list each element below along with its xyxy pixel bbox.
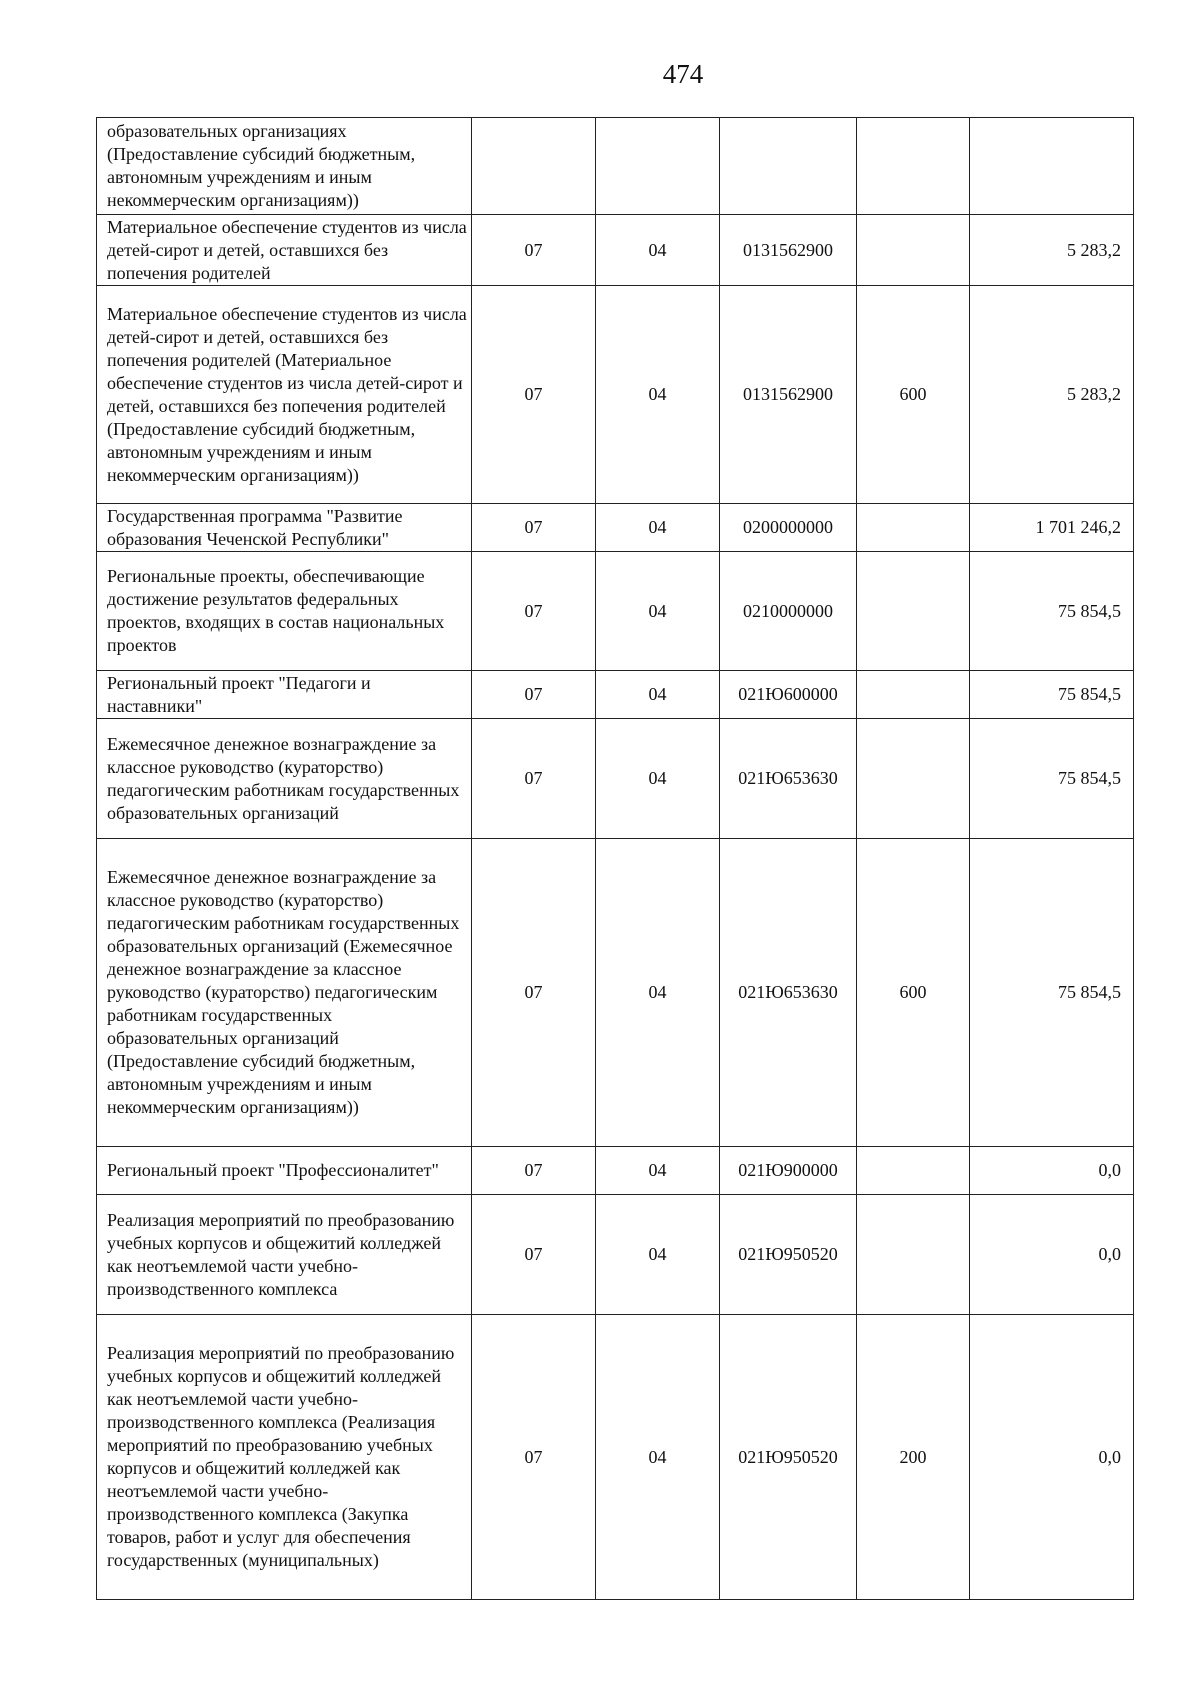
table-row bbox=[97, 552, 1134, 671]
row-subsection: 04 bbox=[596, 504, 720, 552]
row-section: 07 bbox=[472, 671, 596, 719]
table-row bbox=[97, 1195, 1134, 1315]
table-row bbox=[97, 286, 1134, 504]
row-amount: 75 854,5 bbox=[970, 671, 1134, 719]
row-name: Материальное обеспечение студентов из числа детей-сирот и детей, оставшихся без попечения родителей (Материальное обеспечение студентов из числа детей-сирот и детей, оставшихся без попечения родителей (Предоставление субсидий бюджетным, автономным учреждениям и иным некоммерческим организациям)) bbox=[97, 286, 472, 504]
row-expense-type: 600 bbox=[857, 286, 970, 504]
row-amount: 0,0 bbox=[970, 1315, 1134, 1600]
row-target: 021Ю653630 bbox=[720, 719, 857, 839]
row-name: Государственная программа "Развитие образования Чеченской Республики" bbox=[97, 504, 472, 552]
row-name: образовательных организациях (Предоставление субсидий бюджетным, автономным учреждениям и иным некоммерческим организациям)) bbox=[97, 118, 472, 215]
row-name: Реализация мероприятий по преобразованию учебных корпусов и общежитий колледжей как неотъемлемой части учебно-производственного комплекса bbox=[97, 1195, 472, 1315]
row-target: 0200000000 bbox=[720, 504, 857, 552]
row-section: 07 bbox=[472, 1315, 596, 1600]
table-row bbox=[97, 1315, 1134, 1600]
row-amount: 75 854,5 bbox=[970, 719, 1134, 839]
row-amount: 5 283,2 bbox=[970, 286, 1134, 504]
row-target: 021Ю653630 bbox=[720, 839, 857, 1147]
row-section bbox=[472, 118, 596, 215]
row-expense-type bbox=[857, 215, 970, 286]
row-name: Региональный проект "Педагоги и наставники" bbox=[97, 671, 472, 719]
row-name: Ежемесячное денежное вознаграждение за классное руководство (кураторство) педагогическим работникам государственных образовательных организаций (Ежемесячное денежное вознаграждение за классное руководство (кураторство) педагогическим работникам государственных образовательных организаций (Предоставление субсидий бюджетным, автономным учреждениям и иным некоммерческим организациям)) bbox=[97, 839, 472, 1147]
row-subsection: 04 bbox=[596, 1147, 720, 1195]
row-amount: 75 854,5 bbox=[970, 839, 1134, 1147]
table-row bbox=[97, 504, 1134, 552]
row-expense-type: 200 bbox=[857, 1315, 970, 1600]
row-section: 07 bbox=[472, 1195, 596, 1315]
row-subsection: 04 bbox=[596, 1195, 720, 1315]
row-subsection: 04 bbox=[596, 671, 720, 719]
row-expense-type bbox=[857, 719, 970, 839]
row-expense-type bbox=[857, 504, 970, 552]
row-section: 07 bbox=[472, 504, 596, 552]
row-target: 0131562900 bbox=[720, 286, 857, 504]
row-expense-type bbox=[857, 118, 970, 215]
row-name: Реализация мероприятий по преобразованию учебных корпусов и общежитий колледжей как неотъемлемой части учебно-производственного комплекса (Реализация мероприятий по преобразованию учебных корпусов и общежитий колледжей как неотъемлемой части учебно-производственного комплекса (Закупка товаров, работ и услуг для обеспечения государственных (муниципальных) bbox=[97, 1315, 472, 1600]
row-expense-type bbox=[857, 1147, 970, 1195]
table-row bbox=[97, 118, 1134, 215]
row-name: Материальное обеспечение студентов из числа детей-сирот и детей, оставшихся без попечения родителей bbox=[97, 215, 472, 286]
row-section: 07 bbox=[472, 839, 596, 1147]
row-expense-type bbox=[857, 671, 970, 719]
row-section: 07 bbox=[472, 719, 596, 839]
table-row bbox=[97, 671, 1134, 719]
row-target: 021Ю950520 bbox=[720, 1195, 857, 1315]
table-row bbox=[97, 719, 1134, 839]
row-subsection bbox=[596, 118, 720, 215]
row-amount: 5 283,2 bbox=[970, 215, 1134, 286]
table-row bbox=[97, 1147, 1134, 1195]
table-row bbox=[97, 839, 1134, 1147]
row-subsection: 04 bbox=[596, 286, 720, 504]
row-target: 021Ю900000 bbox=[720, 1147, 857, 1195]
row-expense-type: 600 bbox=[857, 839, 970, 1147]
row-name: Ежемесячное денежное вознаграждение за классное руководство (кураторство) педагогическим работникам государственных образовательных организаций bbox=[97, 719, 472, 839]
row-amount: 0,0 bbox=[970, 1195, 1134, 1315]
row-expense-type bbox=[857, 1195, 970, 1315]
row-target: 021Ю950520 bbox=[720, 1315, 857, 1600]
row-target: 0210000000 bbox=[720, 552, 857, 671]
row-section: 07 bbox=[472, 1147, 596, 1195]
row-amount: 0,0 bbox=[970, 1147, 1134, 1195]
row-name: Региональный проект "Профессионалитет" bbox=[97, 1147, 472, 1195]
row-section: 07 bbox=[472, 286, 596, 504]
row-target: 021Ю600000 bbox=[720, 671, 857, 719]
row-section: 07 bbox=[472, 552, 596, 671]
row-target bbox=[720, 118, 857, 215]
page-number: 474 bbox=[662, 59, 704, 89]
row-subsection: 04 bbox=[596, 552, 720, 671]
row-amount: 75 854,5 bbox=[970, 552, 1134, 671]
row-expense-type bbox=[857, 552, 970, 671]
row-amount bbox=[970, 118, 1134, 215]
budget-table bbox=[96, 117, 1134, 1600]
row-subsection: 04 bbox=[596, 839, 720, 1147]
row-amount: 1 701 246,2 bbox=[970, 504, 1134, 552]
row-subsection: 04 bbox=[596, 215, 720, 286]
row-subsection: 04 bbox=[596, 719, 720, 839]
row-name: Региональные проекты, обеспечивающие достижение результатов федеральных проектов, входящих в состав национальных проектов bbox=[97, 552, 472, 671]
row-target: 0131562900 bbox=[720, 215, 857, 286]
row-section: 07 bbox=[472, 215, 596, 286]
row-subsection: 04 bbox=[596, 1315, 720, 1600]
table-row bbox=[97, 215, 1134, 286]
